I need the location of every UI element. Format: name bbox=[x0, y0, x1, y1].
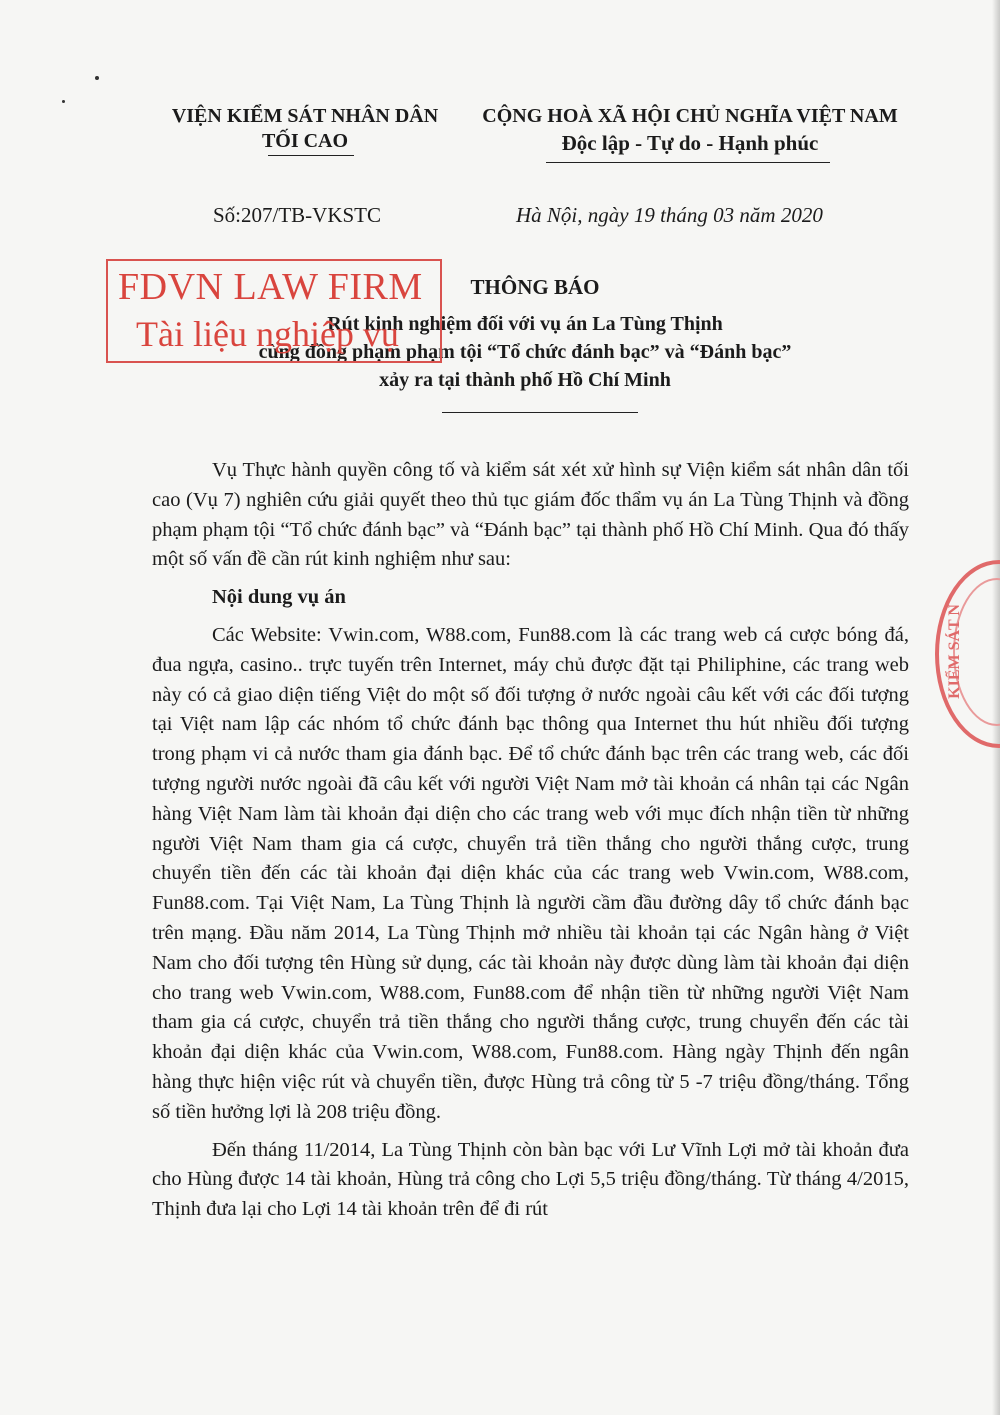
document-body bbox=[152, 456, 909, 1225]
watermark-stamp bbox=[106, 259, 442, 363]
subtitle-line-2: cùng đồng phạm phạm tội “Tổ chức đánh bạc” và “Đánh bạc” bbox=[258, 341, 792, 363]
motto-underline bbox=[546, 162, 830, 163]
agency-underline bbox=[268, 155, 354, 156]
intro-paragraph: Vụ Thực hành quyền công tố và kiểm sát xét xử hình sự Viện kiểm sát nhân dân tối cao (Vụ 7) nghiên cứu giải quyết theo thủ tục giám đốc thẩm vụ án La Tùng Thịnh và đồng phạm phạm tội “Tổ chức đánh bạc” và “Đánh bạc” tại thành phố Hồ Chí Minh. Qua đó thấy một số vấn đề cần rút kinh nghiệm như sau: bbox=[152, 459, 909, 571]
agency-line-2: TỐI CAO bbox=[261, 130, 349, 152]
issuing-agency bbox=[150, 104, 460, 154]
section-heading: Nội dung vụ án bbox=[212, 586, 346, 609]
national-motto: Độc lập - Tự do - Hạnh phúc bbox=[561, 131, 819, 155]
subtitle-line-1: Rút kinh nghiệm đối với vụ án La Tùng Thịnh bbox=[327, 313, 723, 335]
document-number: Số:207/TB-VKSTC bbox=[213, 203, 382, 227]
title-separator bbox=[442, 412, 638, 413]
stamp-line-2: Tài liệu nghiệp vụ bbox=[136, 314, 399, 354]
subtitle-line-3: xảy ra tại thành phố Hồ Chí Minh bbox=[379, 369, 671, 391]
agency-line-1: VIỆN KIỂM SÁT NHÂN DÂN bbox=[171, 105, 439, 127]
official-seal bbox=[935, 560, 1000, 748]
scan-speck bbox=[62, 100, 65, 103]
case-paragraph-1: Các Website: Vwin.com, W88.com, Fun88.com là các trang web cá cược bóng đá, đua ngựa, casino.. trực tuyến trên Internet, máy chủ được đặt tại Philiphine, các trang web này có cả giao diện tiếng Việt do một số đối tượng ở nước ngoài câu kết với các đối tượng tại Việt nam lập các nhóm tổ chức đánh bạc thông qua Internet thu hút nhiều đối tượng trong phạm vi cả nước tham gia đánh bạc. Để tổ chức đánh bạc trên các trang web, các đối tượng người nước ngoài đã câu kết với người Việt Nam mở tài khoản cá nhân tại các Ngân hàng Việt Nam làm tài khoản đại diện cho các trang web với mục đích nhận tiền từ những người Việt Nam tham gia cá cược, chuyển trả tiền thắng cho người thắng cược, trung chuyển tiền đến các tài khoản đại diện khác của các trang web Vwin.com, W88.com, Fun88.com. Tại Việt Nam, La Tùng Thịnh là người cầm đầu đường dây tổ chức đánh bạc trên mạng. Đầu năm 2014, La Tùng Thịnh mở nhiều tài khoản tại các Ngân hàng ở Việt Nam cho đối tượng tên Hùng sử dụng, các tài khoản này được dùng làm tài khoản đại diện cho trang web Vwin.com, W88.com, Fun88.com để nhận tiền từ những người Việt Nam tham gia cá cược, chuyển trả tiền thắng cho người thắng cược, trung chuyển đến các tài khoản đại diện khác của Vwin.com, W88.com, Fun88.com. Hàng ngày Thịnh đến ngân hàng thực hiện việc rút và chuyển tiền, được Hùng trả công từ 5 -7 triệu đồng/tháng. Tổng số tiền hưởng lợi là 208 triệu đồng. bbox=[152, 623, 909, 1123]
nation-name: CỘNG HOÀ XÃ HỘI CHỦ NGHĨA VIỆT NAM bbox=[482, 105, 898, 127]
document-title: THÔNG BÁO bbox=[470, 275, 600, 299]
seal-text: KIỂM SÁT N bbox=[946, 604, 963, 699]
stamp-line-1: FDVN LAW FIRM bbox=[118, 266, 423, 308]
issue-date: Hà Nội, ngày 19 tháng 03 năm 2020 bbox=[516, 203, 823, 227]
scan-speck bbox=[95, 76, 99, 80]
national-header bbox=[470, 104, 910, 157]
case-paragraph-2: Đến tháng 11/2014, La Tùng Thịnh còn bàn bạc với Lư Vĩnh Lợi mở tài khoản đưa cho Hùng được 14 tài khoản, Hùng trả công cho Lợi 5,5 triệu đồng/tháng. Từ tháng 4/2015, Thịnh đưa lại cho Lợi 14 tài khoản trên để đi rút bbox=[152, 1138, 909, 1221]
